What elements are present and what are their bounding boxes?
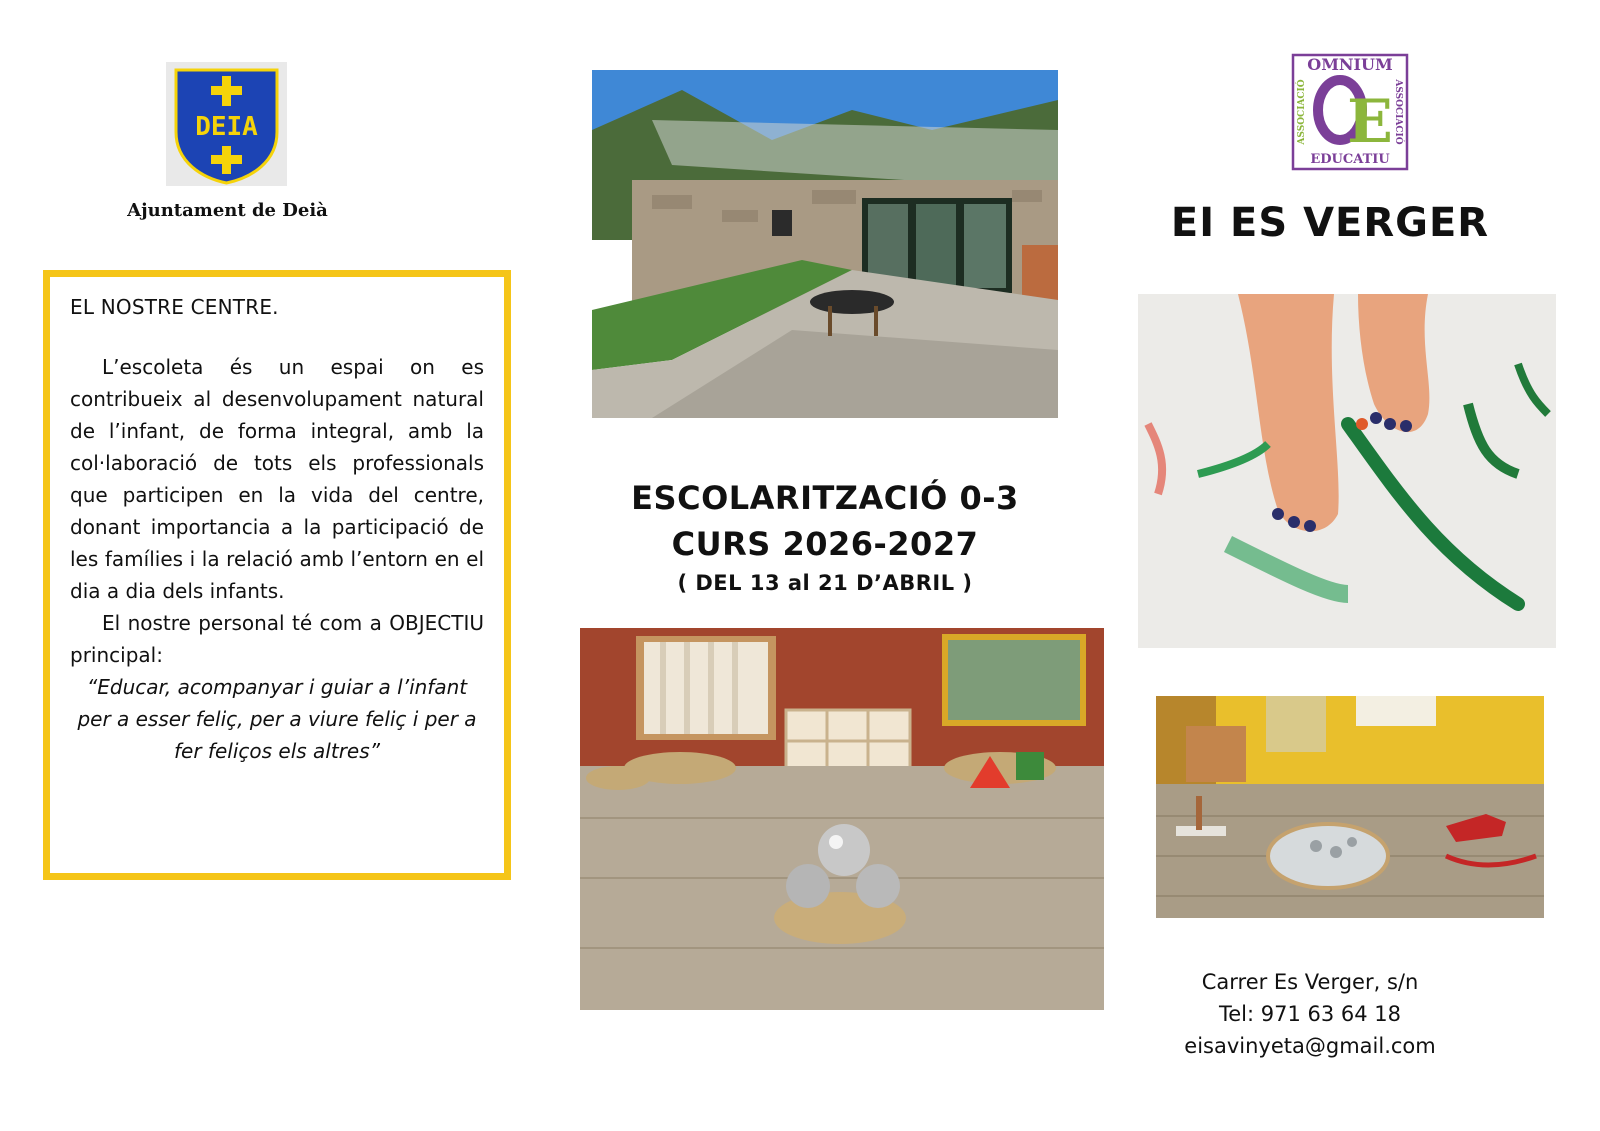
schooling-title-line2: CURS 2026-2027: [671, 525, 979, 563]
centre-quote: “Educar, acompanyar i guiar a l’infant per a esser feliç, per a viure feliç i per a fer feliços els altres”: [77, 675, 477, 763]
feet-painting-photo: [1138, 294, 1556, 648]
logo-left-text: ASSOCIACIÓ: [1297, 79, 1307, 145]
logo-bottom-text: EDUCATIU: [1310, 152, 1390, 167]
schooling-title: [580, 475, 1070, 567]
school-title: EI ES VERGER: [1170, 200, 1490, 246]
contact-address: Carrer Es Verger, s/n: [1201, 970, 1419, 994]
logo-letter-e: E: [1347, 87, 1393, 157]
patio-photo: [592, 70, 1058, 418]
omnium-educatiu-logo: [1290, 52, 1410, 172]
contact-phone: Tel: 971 63 64 18: [1218, 1002, 1402, 1026]
contact-info: [1150, 966, 1470, 1062]
crest-shield-icon: [166, 62, 287, 186]
schooling-title-line1: ESCOLARITZACIÓ 0-3: [631, 479, 1019, 517]
centre-heading: EL NOSTRE CENTRE.: [70, 295, 279, 319]
ajuntament-label: Ajuntament de Deià: [127, 200, 328, 221]
contact-email: eisavinyeta@gmail.com: [1184, 1034, 1436, 1058]
centre-info-box: [43, 270, 511, 880]
centre-objective: El nostre personal té com a OBJECTIU principal:: [70, 611, 484, 667]
enrollment-dates: ( DEL 13 al 21 D’ABRIL ): [677, 571, 973, 595]
crest-text: DEIA: [195, 112, 258, 142]
logo-right-text: ASSOCIACIÓ: [1393, 79, 1403, 145]
logo-top-text: OMNIUM: [1307, 55, 1393, 74]
centre-paragraph: L’escoleta és un espai on es contribueix al desenvolupament natural de l’infant, de forma integral, amb la col·laboració de tots els professionals que participen en la vida del centre, donant importancia a la participació de les famílies i la relació amb l’entorn en el dia a dia dels infants.: [70, 355, 484, 603]
playroom-photo: [1156, 696, 1544, 918]
classroom-photo: [580, 628, 1104, 1010]
deia-crest-logo: [166, 62, 287, 186]
